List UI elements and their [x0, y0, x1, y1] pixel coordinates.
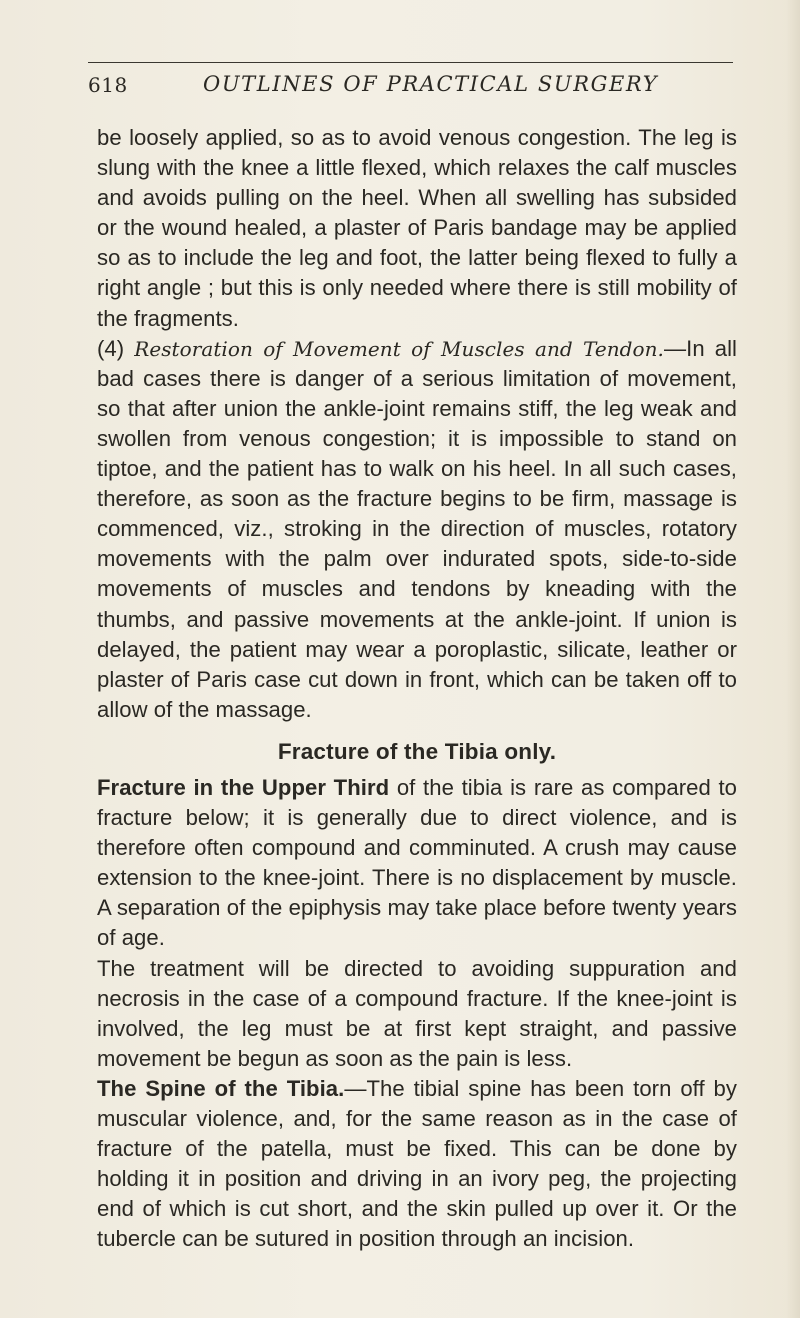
paragraph-italic-heading: Restoration of Movement of Muscles and Tendon. — [134, 336, 664, 361]
page-number: 618 — [88, 73, 128, 97]
paragraph-restoration — [97, 334, 737, 725]
paragraph-continuation — [97, 123, 737, 334]
paragraph-upper-third — [97, 773, 737, 954]
paragraph-text: —In all bad cases there is danger of a serious limitation of movement, so that after union the ankle-joint remains stiff, the leg weak and swollen from venous congestion; it is impossible to stand on tiptoe, and the patient has to walk on his heel. In all such cases, therefore, as soon as the fracture begins to be firm, massage is commenced, viz., stroking in the direction of muscles, rotatory movements with the palm over indurated spots, side-to-side movements of muscles and tendons by kneading with the thumbs, and passive movements at the ankle-joint. If union is delayed, the patient may wear a poroplastic, silicate, leather or plaster of Paris case cut down in front, which can be taken off to allow of the massage. — [97, 335, 738, 722]
running-title: OUTLINES OF PRACTICAL SURGERY — [203, 72, 659, 96]
running-head — [88, 72, 733, 102]
paragraph-spine-of-tibia — [97, 1074, 737, 1255]
paragraph-number: (4) — [97, 335, 135, 361]
paragraph-text: The treatment will be directed to avoiding suppuration and necrosis in the case of a compound fracture. If the knee-joint is involved, the leg must be at first kept straight, and passive movement be begun as soon as the pain is less. — [97, 955, 737, 1071]
paragraph-text: of the tibia is rare as compared to fracture below; it is generally due to direct violence, and is therefore often compound and comminuted. A crush may cause extension to the knee-joint. There is no displacement by muscle. A separation of the epiphysis may take place before twenty years of age. — [97, 774, 737, 951]
paragraph-bold-heading: The Spine of the Tibia. — [97, 1075, 345, 1101]
paragraph-text: —The tibial spine has been torn off by muscular violence, and, for the same reason as in the case of fracture of the patella, must be fixed. This can be done by holding it in position and driving in an ivory peg, the projecting end of which is cut short, and the skin pulled up over it. Or the tubercle can be sutured in position through an incision. — [97, 1075, 737, 1252]
paragraph-text: be loosely applied, so as to avoid venous congestion. The leg is slung with the knee a little flexed, which relaxes the calf muscles and avoids pulling on the heel. When all swelling has subsided or the wound healed, a plaster of Paris bandage may be applied so as to include the leg and foot, the latter being flexed to fully a right angle ; but this is only needed where there is still mobility of the fragments. — [97, 125, 737, 331]
paragraph-treatment — [97, 954, 737, 1074]
body-text — [97, 123, 737, 1254]
header-rule — [88, 62, 733, 63]
section-heading: Fracture of the Tibia only. — [277, 738, 557, 764]
paragraph-bold-heading: Fracture in the Upper Third — [97, 774, 390, 800]
